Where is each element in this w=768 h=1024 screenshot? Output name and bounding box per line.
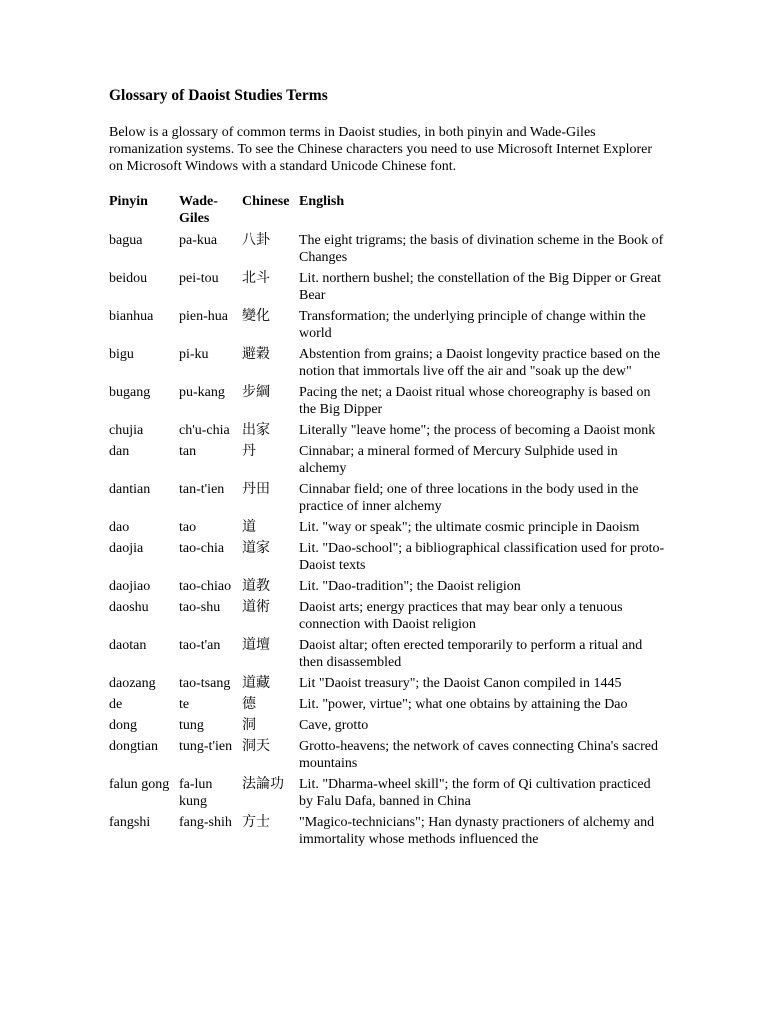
table-row: [109, 308, 665, 346]
cell-chinese: 道術: [242, 599, 270, 615]
cell-wade-giles: tan-t'ien: [179, 482, 225, 497]
cell-pinyin: daotan: [109, 638, 147, 653]
cell-english: "Magico-technicians"; Han dynasty practioners of alchemy and immortality whose methods influenced the: [299, 815, 655, 847]
cell-chinese: 洞天: [242, 738, 270, 754]
cell-pinyin: dao: [109, 520, 130, 535]
cell-english: Lit. "power, virtue"; what one obtains by attaining the Dao: [299, 697, 628, 712]
cell-english: Grotto-heavens; the network of caves connecting China's sacred mountains: [299, 739, 659, 771]
table-row: [109, 346, 665, 384]
cell-pinyin: daoshu: [109, 600, 149, 615]
cell-wade-giles: tao-t'an: [179, 638, 221, 653]
cell-chinese: 八卦: [242, 232, 270, 248]
cell-wade-giles: te: [179, 697, 190, 712]
cell-english: Lit. "Dao-tradition"; the Daoist religion: [299, 579, 521, 594]
document-title: Glossary of Daoist Studies Terms: [109, 87, 328, 104]
cell-chinese: 丹田: [242, 481, 270, 497]
cell-wade-giles: tao: [179, 520, 197, 535]
cell-english: The eight trigrams; the basis of divination scheme in the Book of Changes: [299, 233, 664, 265]
cell-chinese: 道家: [242, 540, 270, 556]
cell-english: Lit. northern bushel; the constellation of the Big Dipper or Great Bear: [299, 271, 661, 303]
cell-wade-giles: pien-hua: [179, 309, 228, 324]
cell-chinese: 道壇: [242, 637, 270, 653]
table-row: [109, 675, 665, 696]
glossary-table: [109, 193, 665, 852]
cell-english: Abstention from grains; a Daoist longevity practice based on the notion that immortals live off the air and "soak up the dew": [299, 347, 661, 379]
cell-english: Literally "leave home"; the process of becoming a Daoist monk: [299, 423, 656, 438]
header-chinese: Chinese: [242, 194, 290, 209]
cell-wade-giles: pi-ku: [179, 347, 209, 362]
cell-english: Lit. "Dharma-wheel skill"; the form of Qi cultivation practiced by Falu Dafa, banned in China: [299, 777, 651, 809]
table-row: [109, 599, 665, 637]
cell-english: Lit. "way or speak"; the ultimate cosmic principle in Daoism: [299, 520, 640, 535]
cell-wade-giles: tung-t'ien: [179, 739, 233, 754]
cell-wade-giles: pa-kua: [179, 233, 218, 248]
cell-chinese: 避穀: [242, 346, 270, 362]
cell-pinyin: de: [109, 697, 123, 712]
table-row: [109, 519, 665, 540]
cell-wade-giles: tao-tsang: [179, 676, 231, 691]
cell-pinyin: falun gong: [109, 777, 170, 792]
cell-wade-giles: fa-lun kung: [179, 777, 213, 809]
table-row: [109, 232, 665, 270]
cell-english: Daoist altar; often erected temporarily to perform a ritual and then disassembled: [299, 638, 643, 670]
cell-english: Transformation; the underlying principle of change within the world: [299, 309, 646, 341]
cell-pinyin: bigu: [109, 347, 134, 362]
table-row: [109, 443, 665, 481]
table-row: [109, 422, 665, 443]
cell-english: Daoist arts; energy practices that may bear only a tenuous connection with Daoist religion: [299, 600, 623, 632]
cell-pinyin: bugang: [109, 385, 151, 400]
cell-pinyin: dongtian: [109, 739, 158, 754]
cell-pinyin: beidou: [109, 271, 148, 286]
cell-wade-giles: tung: [179, 718, 204, 733]
cell-pinyin: bianhua: [109, 309, 154, 324]
cell-chinese: 道: [242, 519, 256, 535]
cell-chinese: 變化: [242, 308, 270, 324]
cell-pinyin: dantian: [109, 482, 151, 497]
cell-pinyin: daozang: [109, 676, 156, 691]
cell-chinese: 出家: [242, 422, 270, 438]
cell-english: Lit "Daoist treasury"; the Daoist Canon compiled in 1445: [299, 676, 622, 691]
header-wade-giles: Wade-Giles: [179, 194, 218, 226]
cell-chinese: 步綱: [242, 384, 270, 400]
cell-chinese: 道教: [242, 578, 270, 594]
table-row: [109, 637, 665, 675]
cell-pinyin: dong: [109, 718, 137, 733]
cell-wade-giles: tao-chiao: [179, 579, 232, 594]
header-english: English: [299, 194, 345, 209]
table-row: [109, 814, 665, 852]
glossary-table-body: [109, 232, 665, 852]
cell-wade-giles: tao-chia: [179, 541, 225, 556]
cell-english: Cinnabar field; one of three locations in the body used in the practice of inner alchemy: [299, 482, 639, 514]
document-page: [109, 86, 665, 852]
cell-chinese: 法論功: [242, 776, 284, 792]
cell-chinese: 丹: [242, 443, 256, 459]
cell-pinyin: daojiao: [109, 579, 151, 594]
cell-pinyin: chujia: [109, 423, 144, 438]
cell-pinyin: fangshi: [109, 815, 151, 830]
table-row: [109, 578, 665, 599]
cell-chinese: 方士: [242, 814, 270, 830]
cell-wade-giles: tao-shu: [179, 600, 221, 615]
table-row: [109, 384, 665, 422]
table-row: [109, 776, 665, 814]
cell-english: Lit. "Dao-school"; a bibliographical classification used for proto-Daoist texts: [299, 541, 665, 573]
cell-pinyin: bagua: [109, 233, 143, 248]
cell-chinese: 洞: [242, 717, 256, 733]
table-header-row: [109, 193, 665, 232]
table-row: [109, 481, 665, 519]
table-row: [109, 540, 665, 578]
table-row: [109, 717, 665, 738]
cell-wade-giles: pei-tou: [179, 271, 219, 286]
cell-wade-giles: pu-kang: [179, 385, 225, 400]
intro-paragraph: Below is a glossary of common terms in Daoist studies, in both pinyin and Wade-Giles romanization systems. To see the Chinese characters you need to use Microsoft Internet Explorer on Microsoft Windows with a standard Unicode Chinese font.: [109, 125, 653, 174]
table-row: [109, 696, 665, 717]
cell-pinyin: daojia: [109, 541, 144, 556]
cell-chinese: 北斗: [242, 270, 270, 286]
cell-wade-giles: tan: [179, 444, 197, 459]
cell-wade-giles: fang-shih: [179, 815, 232, 830]
cell-chinese: 道藏: [242, 675, 270, 691]
cell-english: Pacing the net; a Daoist ritual whose choreography is based on the Big Dipper: [299, 385, 651, 417]
cell-chinese: 德: [242, 696, 256, 712]
cell-english: Cinnabar; a mineral formed of Mercury Sulphide used in alchemy: [299, 444, 618, 476]
table-row: [109, 270, 665, 308]
cell-english: Cave, grotto: [299, 718, 369, 733]
header-pinyin: Pinyin: [109, 194, 148, 209]
table-row: [109, 738, 665, 776]
cell-wade-giles: ch'u-chia: [179, 423, 230, 438]
cell-pinyin: dan: [109, 444, 130, 459]
